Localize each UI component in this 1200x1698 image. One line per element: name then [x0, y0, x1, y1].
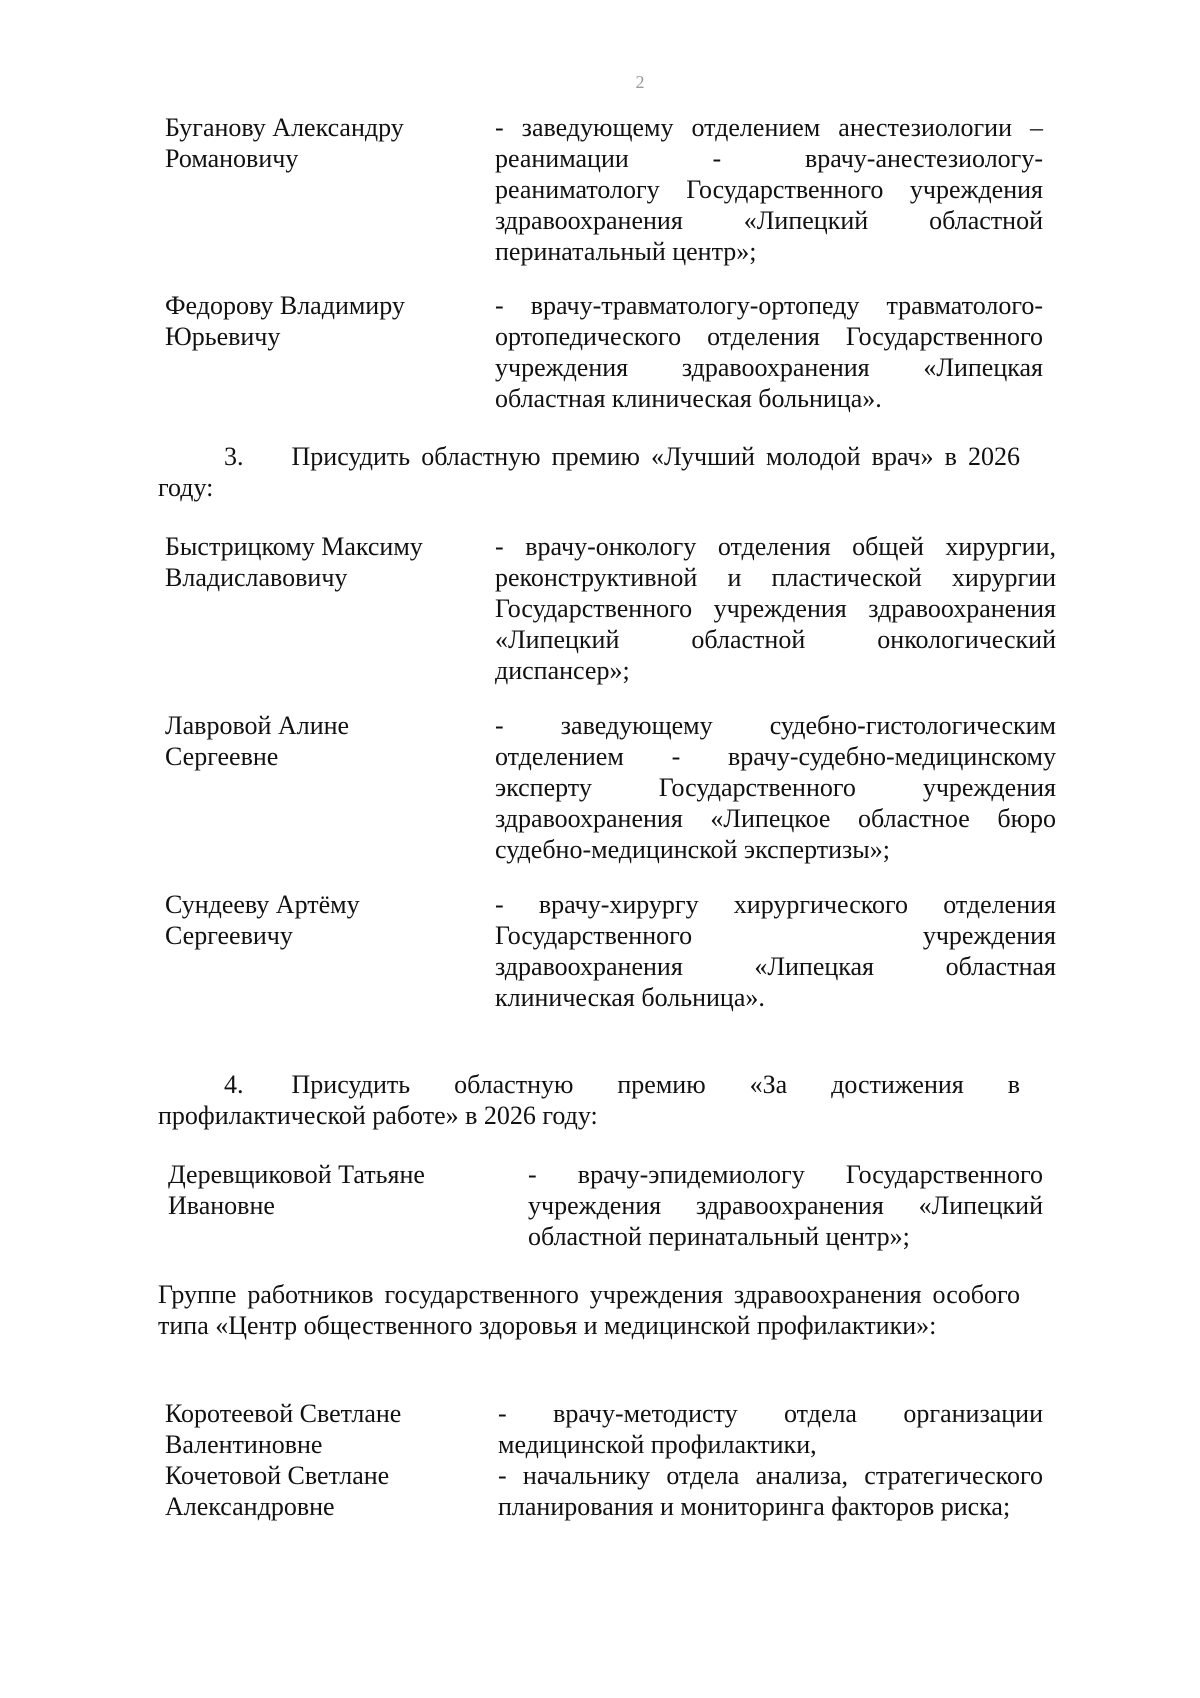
awardee-position-kochetova [498, 1460, 1043, 1522]
text-line: Государственного учреждения здравоохранения [495, 594, 1056, 623]
awardee-position-koroteeva [498, 1398, 1043, 1460]
text-line: - врачу-онкологу отделения общей хирургии, [495, 532, 1056, 561]
text-line: перинатальный центр»; [495, 237, 757, 266]
awardee-name-kochetova: Кочетовой Светлане Александровне [165, 1461, 390, 1521]
awardee-name-sundeev: Сундееву Артёму Сергеевичу [165, 890, 360, 950]
awardee-position-fedorov [495, 290, 1043, 414]
text-line: реаниматологу Государственного учреждения [495, 175, 1043, 204]
text-line: областная клиническая больница». [495, 384, 882, 413]
group-first-line: Группе работников государственного учреждения здравоохранения особого [158, 1280, 1020, 1309]
group-second-line: типа «Центр общественного здоровья и медицинской профилактики»: [158, 1311, 937, 1340]
text-line: клиническая больница». [495, 983, 765, 1012]
awardee-position-lavrova [495, 710, 1056, 865]
text-line: Государственного учреждения [495, 921, 1056, 950]
text-line: - врачу-эпидемиологу Государственного [528, 1160, 1043, 1189]
item-3-number: 3. [224, 442, 244, 471]
item-4-second-line: профилактической работе» в 2026 году: [158, 1101, 598, 1130]
item-4-paragraph [158, 1069, 1020, 1131]
awardee-name-koroteeva: Коротеевой Светлане Валентиновне [165, 1399, 402, 1459]
text-line: - врачу-методисту отдела организации [498, 1399, 1043, 1428]
awardee-name-bystritsky: Быстрицкому Максиму Владиславовичу [165, 532, 423, 592]
awardee-name-lavrova: Лавровой Алине Сергеевне [165, 711, 350, 771]
text-line: планирования и мониторинга факторов риска; [498, 1492, 1011, 1521]
item-3-paragraph [158, 441, 1020, 503]
awardee-position-buganov [495, 112, 1043, 267]
text-line: диспансер»; [495, 656, 630, 685]
text-line: учреждения здравоохранения «Липецкий [528, 1191, 1043, 1220]
awardee-position-bystritsky [495, 531, 1056, 686]
awardee-name-buganov: Буганову Александру Романовичу [165, 113, 404, 173]
text-line: - врачу-травматологу-ортопеду травматолого- [495, 291, 1043, 320]
awardee-name-fedorov: Федорову Владимиру Юрьевичу [165, 291, 405, 351]
text-line: судебно-медицинской экспертизы»; [495, 835, 890, 864]
text-line: - врачу-хирургу хирургического отделения [495, 890, 1056, 919]
text-line: медицинской профилактики, [498, 1430, 817, 1459]
item-4-number: 4. [224, 1070, 244, 1099]
text-line: областной перинатальный центр»; [528, 1222, 910, 1251]
item-3-text: Присудить областную премию «Лучший молодой врач» в 2026 [291, 442, 1020, 471]
text-line: здравоохранения «Липецкая областная [495, 952, 1056, 981]
text-line: реанимации - врачу-анестезиологу- [495, 144, 1043, 173]
text-line: ортопедического отделения Государственного [495, 322, 1043, 351]
text-line: отделением - врачу-судебно-медицинскому [495, 742, 1056, 771]
text-line: здравоохранения «Липецкий областной [495, 206, 1043, 235]
group-paragraph [158, 1279, 1020, 1341]
awardee-name-derevshchikova: Деревщиковой Татьяне Ивановне [168, 1160, 425, 1220]
page-number: 2 [635, 72, 645, 92]
text-line: реконструктивной и пластической хирургии [495, 563, 1056, 592]
text-line: эксперту Государственного учреждения [495, 773, 1056, 802]
text-line: - заведующему отделением анестезиологии – [495, 113, 1043, 142]
item-3-second-line: году: [158, 473, 214, 502]
item-4-first-line [158, 1069, 1020, 1100]
text-line: - начальнику отдела анализа, стратегического [498, 1461, 1043, 1490]
awardee-position-sundeev [495, 889, 1056, 1013]
item-3-first-line [158, 441, 1020, 472]
text-line: здравоохранения «Липецкое областное бюро [495, 804, 1056, 833]
item-4-text: Присудить областную премию «За достижения в [291, 1070, 1020, 1099]
awardee-position-derevshchikova [528, 1159, 1043, 1252]
text-line: учреждения здравоохранения «Липецкая [495, 353, 1043, 382]
text-line: - заведующему судебно-гистологическим [495, 711, 1056, 740]
text-line: «Липецкий областной онкологический [495, 625, 1056, 654]
